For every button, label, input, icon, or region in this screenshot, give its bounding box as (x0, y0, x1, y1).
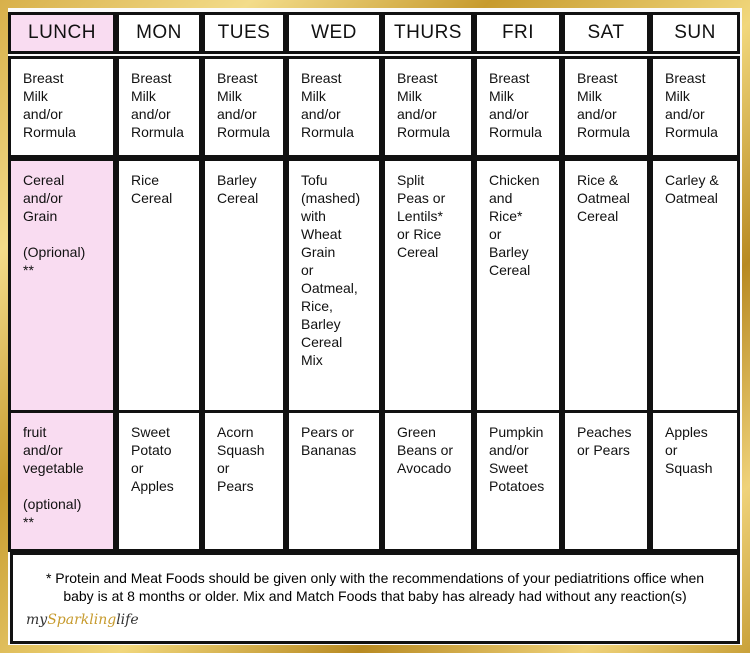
table-cell: Breast Milk and/or Rormula (562, 56, 650, 158)
table-cell: Apples or Squash (650, 410, 740, 552)
table-cell: Split Peas or Lentils* or Rice Cereal (382, 158, 474, 413)
table-cell: Peaches or Pears (562, 410, 650, 552)
table-cell: Breast Milk and/or Rormula (382, 56, 474, 158)
logo-suffix: life (116, 612, 139, 628)
table-cell: Breast Milk and/or Rormula (474, 56, 562, 158)
brand-logo (26, 612, 139, 628)
header-fri: FRI (474, 12, 562, 54)
header-lunch: LUNCH (8, 12, 116, 54)
lunch-schedule-sheet (8, 8, 742, 645)
header-wed: WED (286, 12, 382, 54)
footer-note: * Protein and Meat Foods should be given only with the recommendations of your pediatritions office when baby is at 8 months or older. Mix and Match Foods that baby has already had without any reaction(s) (10, 552, 740, 644)
header-sat: SAT (562, 12, 650, 54)
table-cell: Sweet Potato or Apples (116, 410, 202, 552)
header-thurs: THURS (382, 12, 474, 54)
table-cell: Breast Milk and/or Rormula (650, 56, 740, 158)
table-cell: Pears or Bananas (286, 410, 382, 552)
table-cell: Barley Cereal (202, 158, 286, 413)
table-cell: Green Beans or Avocado (382, 410, 474, 552)
row-label-cereal: Cereal and/or Grain (Oprional) ** (8, 158, 116, 413)
table-cell: Pumpkin and/or Sweet Potatoes (474, 410, 562, 552)
row-label-fruit-vegetable: fruit and/or vegetable (optional) ** (8, 410, 116, 552)
header-sun: SUN (650, 12, 740, 54)
table-cell: Chicken and Rice* or Barley Cereal (474, 158, 562, 413)
row-label-milk: Breast Milk and/or Rormula (8, 56, 116, 158)
table-cell: Breast Milk and/or Rormula (286, 56, 382, 158)
table-cell: Acorn Squash or Pears (202, 410, 286, 552)
header-mon: MON (116, 12, 202, 54)
logo-highlight: Sparkling (47, 612, 117, 628)
table-cell: Breast Milk and/or Rormula (116, 56, 202, 158)
table-cell: Rice Cereal (116, 158, 202, 413)
table-cell: Carley & Oatmeal (650, 158, 740, 413)
table-cell: Tofu (mashed) with Wheat Grain or Oatmeal, Rice, Barley Cereal Mix (286, 158, 382, 413)
logo-prefix: my (26, 612, 48, 628)
table-cell: Rice & Oatmeal Cereal (562, 158, 650, 413)
table-cell: Breast Milk and/or Rormula (202, 56, 286, 158)
header-tues: TUES (202, 12, 286, 54)
